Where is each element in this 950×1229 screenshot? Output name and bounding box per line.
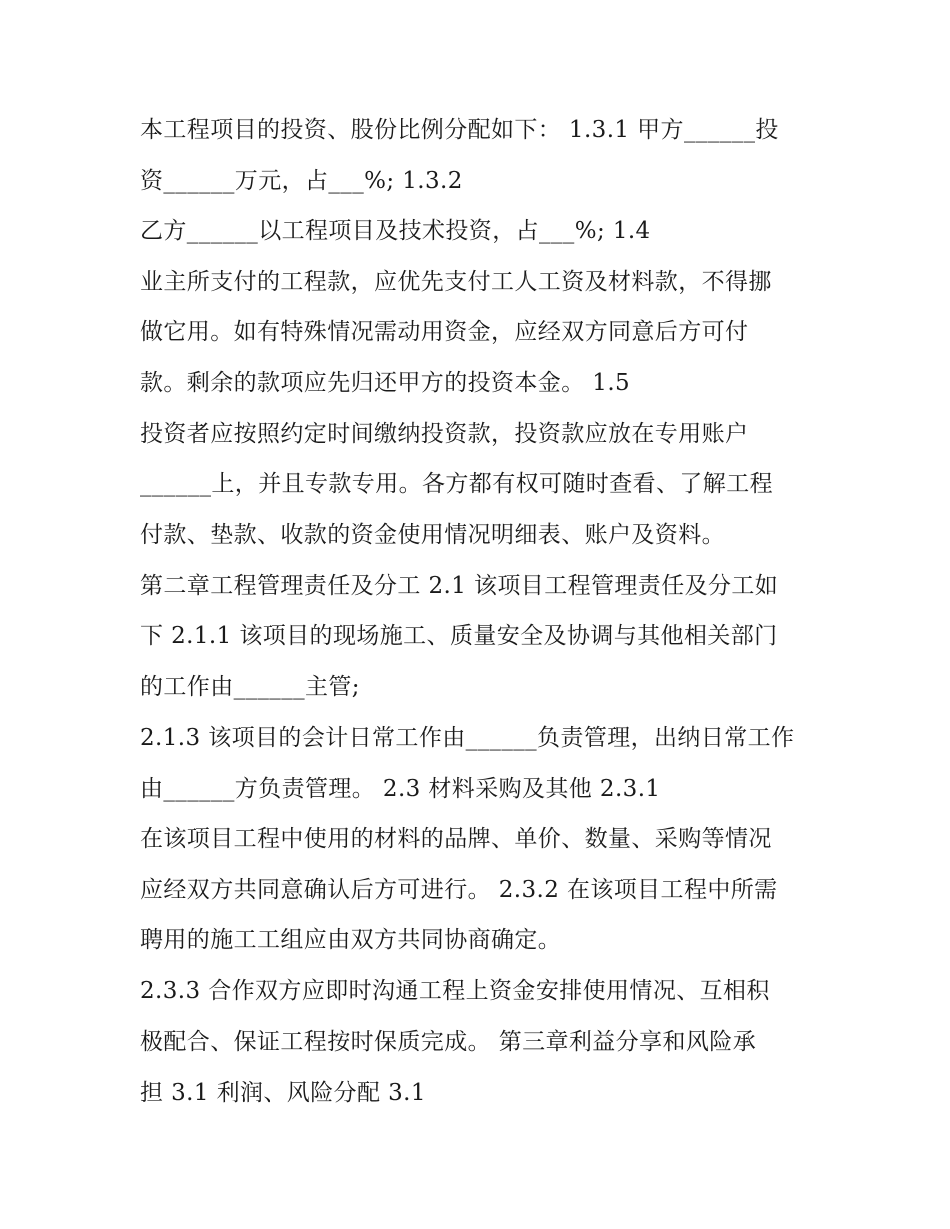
text-line: 乙方______以工程项目及技术投资，占___%; 1.4 [140,218,651,244]
text-line: 由______方负责管理。 2.3 材料采购及其他 2.3.1 [140,776,661,802]
text-line: 付款、垫款、收款的资金使用情况明细表、账户及资料。 [140,522,725,548]
text-line: ______上，并且专款专用。各方都有权可随时查看、了解工程 [140,471,773,497]
text-line: 的工作由______主管; [140,674,360,700]
text-line: 极配合、保证工程按时保质完成。 第三章利益分享和风险承 [140,1029,757,1055]
text-line: 聘用的施工工组应由双方共同协商确定。 [140,927,562,953]
text-line: 款。剩余的款项应先归还甲方的投资本金。 1.5 [140,370,631,396]
text-line: 担 3.1 利润、风险分配 3.1 [140,1080,426,1106]
text-line: 2.1.3 该项目的会计日常工作由______负责管理，出纳日常工作 [140,725,795,751]
text-line: 业主所支付的工程款，应优先支付工人工资及材料款，不得挪 [140,269,772,295]
text-line: 第二章工程管理责任及分工 2.1 该项目工程管理责任及分工如 [140,573,779,599]
text-line: 在该项目工程中使用的材料的品牌、单价、数量、采购等情况 [140,826,772,852]
text-line: 下 2.1.1 该项目的现场施工、质量安全及协调与其他相关部门 [140,623,778,649]
text-line: 做它用。如有特殊情况需动用资金，应经双方同意后方可付 [140,319,749,345]
text-line: 本工程项目的投资、股份比例分配如下： 1.3.1 甲方______投 [140,117,779,143]
text-line: 2.3.3 合作双方应即时沟通工程上资金安排使用情况、互相积 [140,978,770,1004]
text-line: 应经双方共同意确认后方可进行。 2.3.2 在该项目工程中所需 [140,877,778,903]
text-line: 资______万元，占___%; 1.3.2 [140,168,463,194]
text-line: 投资者应按照约定时间缴纳投资款，投资款应放在专用账户 [140,421,749,447]
